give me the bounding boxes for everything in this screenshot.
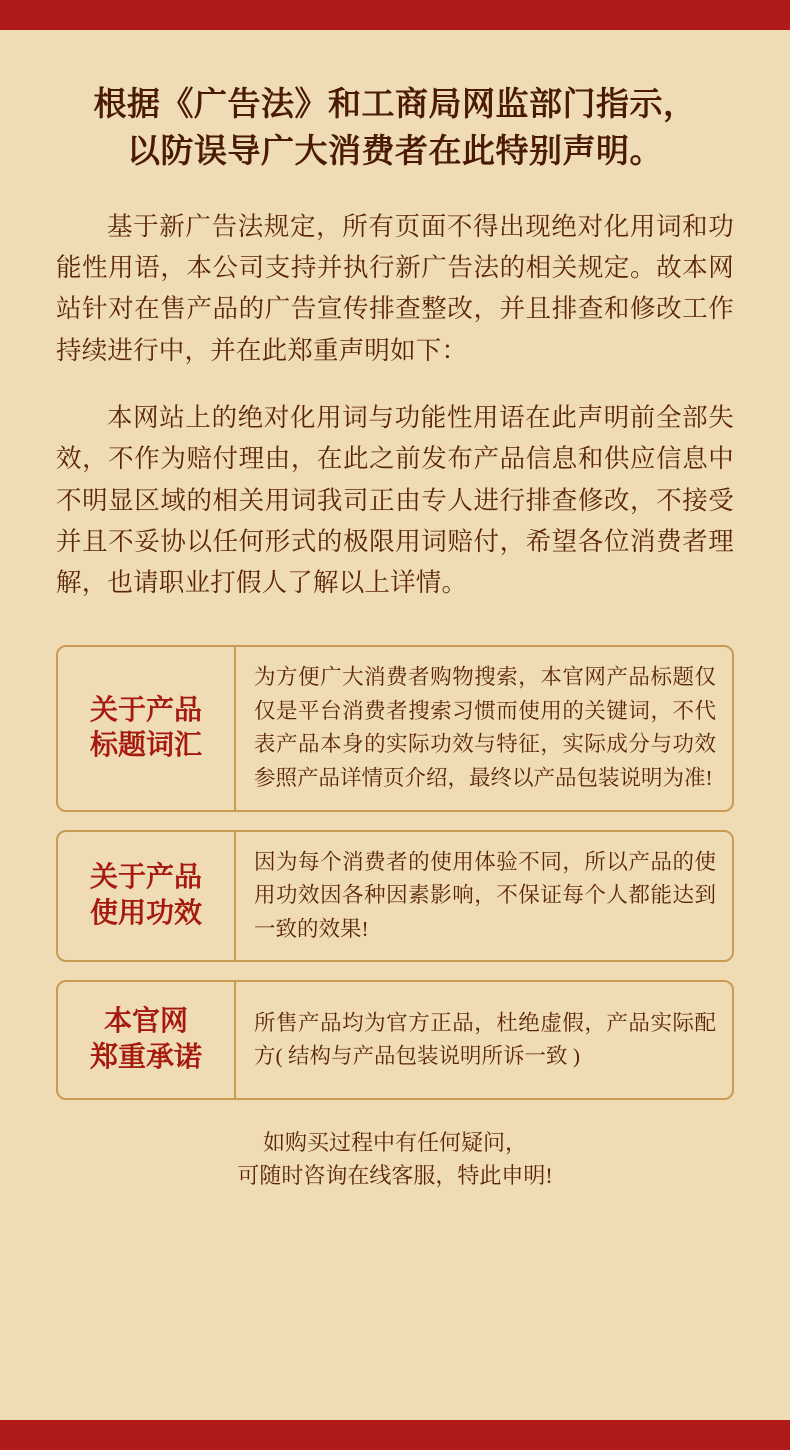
statement-card-label-line-1: 关于产品 xyxy=(89,861,202,893)
statement-card-label-line-1: 关于产品 xyxy=(89,694,202,726)
statement-paragraph-1: 基于新广告法规定，所有页面不得出现绝对化用词和功能性用语，本公司支持并执行新广告法的相关规定。故本网站针对在售产品的广告宣传排查整改，并且排查和修改工作持续进行中，并在此郑重声明如下： xyxy=(56,211,734,365)
statement-card-label xyxy=(58,647,236,809)
statement-card-text: 所售产品均为官方正品，杜绝虚假，产品实际配方( 结构与产品包装说明所诉一致 ) xyxy=(254,1010,716,1069)
statement-card-label-line-1: 本官网 xyxy=(103,1006,188,1038)
footer-note-line-1: 如购买过程中有任何疑问， xyxy=(262,1130,527,1156)
statement-card-label-line-2: 标题词汇 xyxy=(89,730,202,762)
statement-card xyxy=(56,830,734,963)
statement-card-label xyxy=(58,832,236,961)
statement-panel xyxy=(0,30,790,1420)
statement-card-label-line-2: 郑重承诺 xyxy=(89,1042,202,1074)
footer-note xyxy=(56,1126,734,1192)
statement-card xyxy=(56,645,734,811)
statement-paragraph-2: 本网站上的绝对化用词与功能性用语在此声明前全部失效，不作为赔付理由，在此之前发布产品信息和供应信息中不明显区域的相关用词我司正由专人进行排查修改，不接受并且不妥协以任何形式的极限用词赔付，希望各位消费者理解，也请职业打假人了解以上详情。 xyxy=(56,402,734,598)
page-title-line-1: 根据《广告法》和工商局网监部门指示， xyxy=(93,87,697,123)
statement-card xyxy=(56,980,734,1100)
statement-card-label xyxy=(58,982,236,1098)
statement-cards xyxy=(56,645,734,1100)
page-title xyxy=(56,82,734,176)
statement-card-label-line-2: 使用功效 xyxy=(89,897,202,929)
page-title-line-2: 以防误导广大消费者在此特别声明。 xyxy=(127,133,663,170)
statement-card-text: 为方便广大消费者购物搜索，本官网产品标题仅仅是平台消费者搜索习惯而使用的关键词，不代表产品本身的实际功效与特征，实际成分与功效参照产品详情页介绍，最终以产品包装说明为准! xyxy=(254,665,716,790)
statement-card-text: 因为每个消费者的使用体验不同，所以产品的使用功效因各种因素影响，不保证每个人都能达到一致的效果! xyxy=(254,849,716,941)
footer-note-line-2: 可随时咨询在线客服，特此申明! xyxy=(237,1163,553,1189)
